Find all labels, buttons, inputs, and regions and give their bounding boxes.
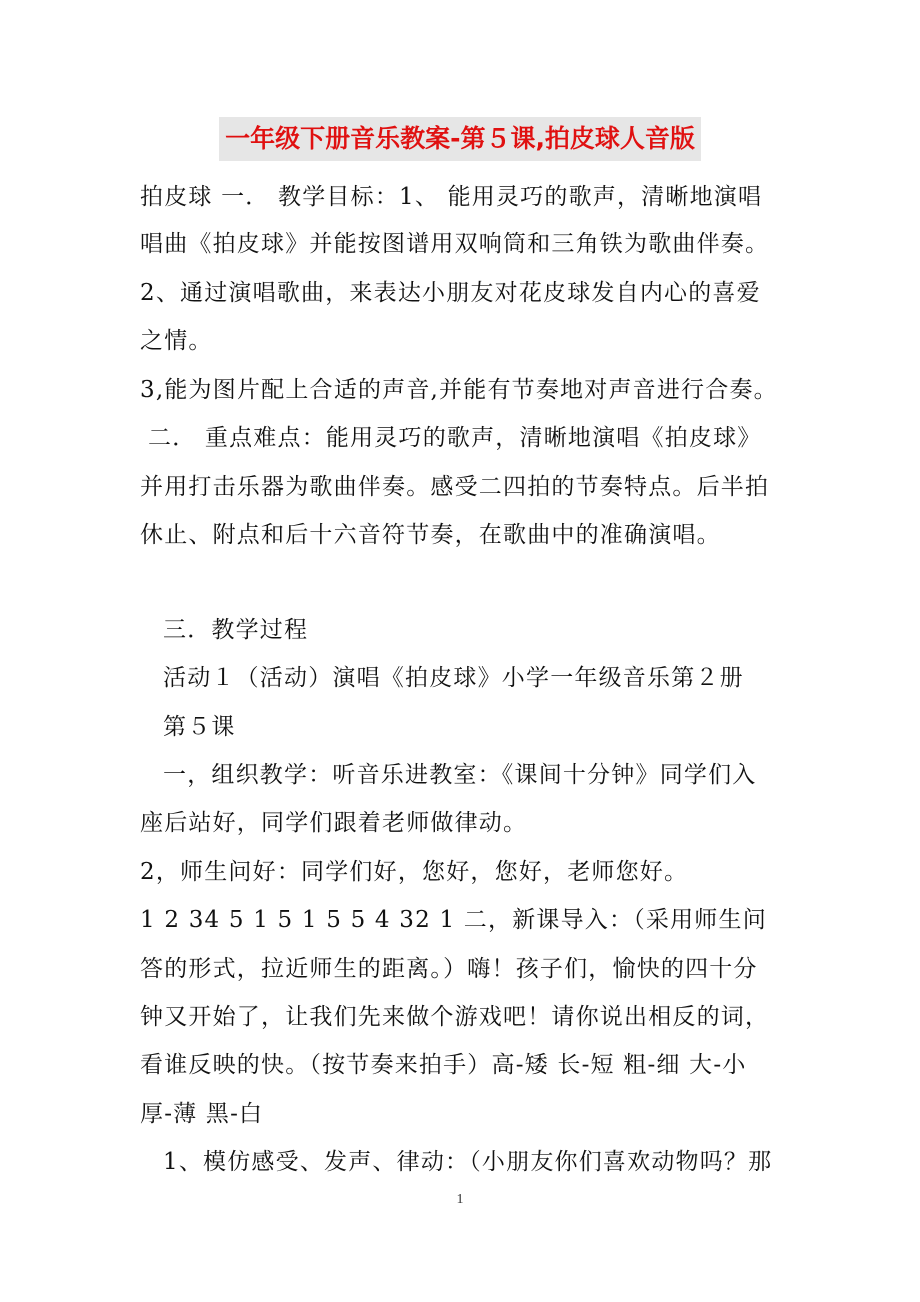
paragraph-line: 1 2 34 5 1 5 1 5 5 4 32 1 二，新课导入：（采用师生问 bbox=[140, 907, 767, 933]
page-number: 1 bbox=[456, 1192, 464, 1207]
paragraph-line: 并用打击乐器为歌曲伴奏。感受二四拍的节奏特点。后半拍 bbox=[140, 474, 770, 500]
paragraph-line: 厚-薄 黑-白 bbox=[140, 1101, 264, 1127]
paragraph-line: 钟又开始了，让我们先来做个游戏吧！请你说出相反的词， bbox=[140, 1004, 770, 1030]
paragraph-line: 看谁反映的快。（按节奏来拍手）高-矮 长-短 粗-细 大-小 bbox=[140, 1052, 747, 1078]
paragraph-line: 第５课 bbox=[163, 714, 236, 740]
page-title bbox=[0, 112, 920, 161]
paragraph-line: 座后站好，同学们跟着老师做律动。 bbox=[140, 810, 528, 836]
paragraph-line: 一，组织教学：听音乐进教室：《课间十分钟》同学们入 bbox=[163, 762, 757, 788]
paragraph-line: 答的形式，拉近师生的距离。）嗨！孩子们，愉快的四十分 bbox=[140, 956, 758, 982]
page-title-text: 一年级下册音乐教案-第５课,拍皮球人音版 bbox=[219, 117, 701, 161]
paragraph-line: 拍皮球 一． 教学目标：1、 能用灵巧的歌声，清晰地演唱 bbox=[140, 184, 763, 210]
paragraph-line: 2，师生问好：同学们好，您好，您好，老师您好。 bbox=[140, 859, 689, 885]
paragraph-line: 活动１（活动）演唱《拍皮球》小学一年级音乐第２册 bbox=[163, 665, 744, 691]
section-heading: 三．教学过程 bbox=[163, 617, 309, 643]
paragraph-line: 唱曲《拍皮球》并能按图谱用双响筒和三角铁为歌曲伴奏。 bbox=[140, 231, 770, 257]
paragraph-line: 二． 重点难点：能用灵巧的歌声，清晰地演唱《拍皮球》 bbox=[148, 425, 762, 451]
paragraph-line: 之情。 bbox=[140, 328, 213, 354]
paragraph-line: 休止、附点和后十六音符节奏，在歌曲中的准确演唱。 bbox=[140, 522, 721, 548]
paragraph-line: 3,能为图片配上合适的声音,并能有节奏地对声音进行合奏。 bbox=[140, 377, 778, 403]
paragraph-line: 1、模仿感受、发声、律动：（小朋友你们喜欢动物吗？那 bbox=[163, 1149, 773, 1175]
paragraph-line: 2、通过演唱歌曲，来表达小朋友对花皮球发自内心的喜爱 bbox=[140, 280, 761, 306]
